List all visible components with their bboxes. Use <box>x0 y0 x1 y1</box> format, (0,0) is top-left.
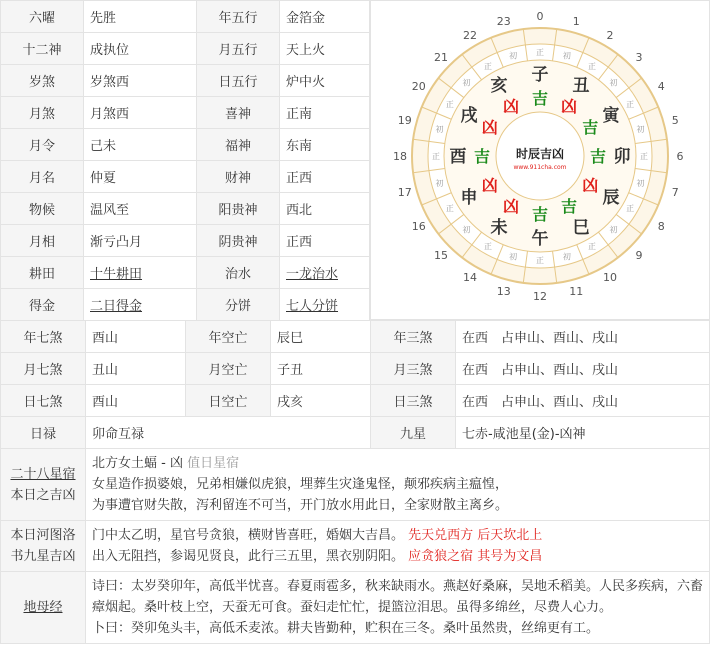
ring-label: 初 <box>435 125 444 135</box>
ring-label: 初 <box>462 225 471 235</box>
hetu-row <box>1 521 710 572</box>
sha-row <box>1 385 710 417</box>
row-label: 福神 <box>197 129 280 161</box>
hour-number: 7 <box>671 186 679 200</box>
row-value: 岁煞西 <box>84 65 197 97</box>
hour-number: 12 <box>533 290 547 303</box>
branch-label: 丑 <box>572 75 590 96</box>
fortune-mark: 凶 <box>560 96 578 116</box>
row-value <box>280 257 370 289</box>
hour-number: 23 <box>496 14 511 28</box>
ring-label: 初 <box>562 252 571 262</box>
hour-number: 1 <box>572 14 580 28</box>
row-value: 成执位 <box>84 33 197 65</box>
almanac-row <box>1 129 370 161</box>
fortune-mark: 吉 <box>589 147 607 166</box>
dial-svg <box>371 1 709 319</box>
dial-center-title: 时辰吉凶 <box>515 147 565 161</box>
row-label: 月五行 <box>197 33 280 65</box>
ring-label: 正 <box>536 48 544 57</box>
row-value: 正西 <box>280 161 370 193</box>
row-value: 正西 <box>280 225 370 257</box>
ring-label: 初 <box>636 125 645 135</box>
ring-label: 正 <box>640 152 648 161</box>
row-label: 年七煞 <box>1 321 86 353</box>
row-value: 天上火 <box>280 33 370 65</box>
row-label: 月七煞 <box>1 353 86 385</box>
hetu-value <box>86 521 710 572</box>
row-label: 治水 <box>197 257 280 289</box>
hetu-line: 门中太乙明，星官号贪狼，横财皆喜旺，婚姻大吉昌。 <box>92 528 405 543</box>
fortune-mark: 吉 <box>582 118 599 137</box>
branch-label: 亥 <box>490 75 508 96</box>
row-label: 日三煞 <box>371 385 456 417</box>
row-link[interactable]: 十牛耕田 <box>90 267 143 282</box>
row-label: 耕田 <box>1 257 84 289</box>
row-value: 子丑 <box>271 353 371 385</box>
hour-number: 4 <box>657 80 665 93</box>
branch-label: 辰 <box>602 188 620 208</box>
xiu-label-sub: 本日之吉凶 <box>10 487 76 503</box>
branch-label: 巳 <box>572 218 590 239</box>
hour-number: 17 <box>397 186 412 200</box>
ring-label: 初 <box>509 51 518 61</box>
hour-number: 20 <box>411 80 426 93</box>
row-label: 年三煞 <box>371 321 456 353</box>
row-value: 丑山 <box>86 353 186 385</box>
dial-center-url: www.911cha.com <box>513 164 567 171</box>
dimu-poem: 诗曰：太岁癸卯年，高低半忧喜。春夏雨雹多，秋来缺雨水。燕赵好桑麻，吴地禾稻美。人民多疾病，六畜瘴烟起。桑叶枝上空，天蚕无可食。蚕妇走忙忙，提篮泣泪思。虽得多绵丝，尽费人心力。 <box>92 579 704 615</box>
branch-label: 未 <box>490 218 508 239</box>
row-value: 先胜 <box>84 1 197 33</box>
row-label: 岁煞 <box>1 65 84 97</box>
hour-number: 11 <box>569 285 584 299</box>
fortune-mark: 吉 <box>531 89 549 108</box>
row-label: 日空亡 <box>186 385 271 417</box>
xiu-value <box>86 449 710 521</box>
row-value: 渐亏凸月 <box>84 225 197 257</box>
row-value: 在西 占申山、酉山、戌山 <box>456 385 710 417</box>
hetu-label-b: 书九星吉凶 <box>10 549 76 564</box>
row-label: 月三煞 <box>371 353 456 385</box>
jiuxing-label: 九星 <box>371 417 456 449</box>
almanac-row <box>1 33 370 65</box>
ring-label: 初 <box>462 78 471 88</box>
row-value: 东南 <box>280 129 370 161</box>
jiuxing-value: 七赤-咸池星(金)-凶神 <box>456 417 710 449</box>
row-value: 酉山 <box>86 321 186 353</box>
row-link[interactable]: 二日得金 <box>90 299 143 314</box>
row-label: 分饼 <box>197 289 280 321</box>
ring-label: 初 <box>609 78 618 88</box>
dimu-row <box>1 572 710 644</box>
row-value <box>84 257 197 289</box>
xiu-title: 北方女土蝠 - 凶 <box>92 456 183 471</box>
hour-number: 21 <box>434 51 449 65</box>
fortune-mark: 吉 <box>560 197 578 217</box>
ring-label: 正 <box>626 204 635 213</box>
ring-label: 初 <box>609 225 618 235</box>
almanac-row <box>1 289 370 321</box>
ring-label: 正 <box>484 242 492 252</box>
almanac-row <box>1 97 370 129</box>
row-value <box>84 289 197 321</box>
fortune-mark: 凶 <box>502 96 520 116</box>
row-value <box>280 289 370 321</box>
hetu-red: 先天兑西方 后天坎北上 <box>408 528 543 543</box>
almanac-row <box>1 225 370 257</box>
sha-row <box>1 353 710 385</box>
fortune-mark: 凶 <box>582 176 599 195</box>
row-label: 阳贵神 <box>197 193 280 225</box>
almanac-row <box>1 1 370 33</box>
row-label: 日五行 <box>197 65 280 97</box>
row-value: 在西 占申山、酉山、戌山 <box>456 353 710 385</box>
row-label: 年五行 <box>197 1 280 33</box>
hour-number: 8 <box>657 220 665 233</box>
row-label: 十二神 <box>1 33 84 65</box>
ring-label: 正 <box>588 242 596 252</box>
hour-number: 6 <box>676 150 684 163</box>
almanac-bottom-table <box>0 320 710 644</box>
dimu-divination: 卜曰：癸卯兔头丰，高低禾麦浓。耕夫皆勤种，贮积在三冬。桑叶虽然贵，丝绵更有工。 <box>92 621 600 636</box>
almanac-row <box>1 65 370 97</box>
hour-fortune-dial <box>370 0 710 320</box>
hour-number: 22 <box>463 28 477 42</box>
hour-number: 5 <box>671 113 679 127</box>
branch-label: 子 <box>531 65 549 85</box>
ring-label: 正 <box>445 204 454 213</box>
hetu-label-a: 本日河图洛 <box>10 528 76 543</box>
branch-label: 戌 <box>460 106 478 126</box>
hour-number: 16 <box>411 220 426 233</box>
row-label: 月空亡 <box>186 353 271 385</box>
hour-number: 15 <box>434 248 449 262</box>
dimu-value <box>86 572 710 644</box>
rilu-row <box>1 417 710 449</box>
hetu-label <box>1 521 86 572</box>
fortune-mark: 吉 <box>531 205 549 224</box>
row-label: 月令 <box>1 129 84 161</box>
ring-label: 正 <box>445 100 454 109</box>
row-label: 月煞 <box>1 97 84 129</box>
hour-number: 14 <box>463 271 477 285</box>
fortune-mark: 凶 <box>502 197 520 217</box>
dimu-link[interactable]: 地母经 <box>23 600 63 615</box>
branch-label: 申 <box>460 188 478 208</box>
row-label: 阴贵神 <box>197 225 280 257</box>
row-label: 六曜 <box>1 1 84 33</box>
fortune-mark: 吉 <box>473 147 491 166</box>
row-value: 酉山 <box>86 385 186 417</box>
hetu-line: 出入无阻挡，参谒见贤良，此行三五里，黑衣别阴阳。 <box>92 549 405 564</box>
branch-label: 寅 <box>602 106 620 126</box>
ring-label: 初 <box>636 178 645 188</box>
row-link[interactable]: 七人分饼 <box>286 299 339 314</box>
row-label: 日七煞 <box>1 385 86 417</box>
dimu-label <box>1 572 86 644</box>
ring-label: 正 <box>536 256 544 265</box>
row-value: 金箔金 <box>280 1 370 33</box>
almanac-row <box>1 161 370 193</box>
hour-number: 9 <box>635 248 643 262</box>
hour-number: 0 <box>536 10 544 23</box>
ring-label: 正 <box>588 61 596 71</box>
xiu-row <box>1 449 710 521</box>
hour-number: 13 <box>496 285 511 299</box>
row-label: 物候 <box>1 193 84 225</box>
branch-label: 午 <box>531 229 549 249</box>
hetu-red: 应贪狼之宿 其号为文昌 <box>408 549 543 564</box>
branch-label: 卯 <box>613 147 631 167</box>
xiu-subtitle: 值日星宿 <box>187 456 240 471</box>
hour-number: 10 <box>603 271 617 285</box>
row-value: 温风至 <box>84 193 197 225</box>
row-value: 戌亥 <box>271 385 371 417</box>
fortune-mark: 凶 <box>481 118 498 137</box>
row-value: 炉中火 <box>280 65 370 97</box>
row-label: 喜神 <box>197 97 280 129</box>
sha-row <box>1 321 710 353</box>
row-label: 财神 <box>197 161 280 193</box>
xiu-label-link[interactable]: 二十八星宿 <box>10 466 76 482</box>
row-value: 仲夏 <box>84 161 197 193</box>
ring-label: 初 <box>509 252 518 262</box>
row-label: 月名 <box>1 161 84 193</box>
fortune-mark: 凶 <box>481 176 498 195</box>
hour-number: 18 <box>393 150 407 163</box>
row-label: 年空亡 <box>186 321 271 353</box>
almanac-row <box>1 257 370 289</box>
xiu-label <box>1 449 86 521</box>
row-value: 辰巳 <box>271 321 371 353</box>
hour-number: 2 <box>606 28 614 42</box>
row-value: 己未 <box>84 129 197 161</box>
almanac-row <box>1 193 370 225</box>
row-label: 得金 <box>1 289 84 321</box>
row-link[interactable]: 一龙治水 <box>286 267 339 282</box>
rilu-value: 卯命互禄 <box>86 417 371 449</box>
row-value: 正南 <box>280 97 370 129</box>
row-value: 在西 占申山、酉山、戌山 <box>456 321 710 353</box>
row-value: 月煞西 <box>84 97 197 129</box>
almanac-top-table <box>0 0 370 321</box>
rilu-label: 日禄 <box>1 417 86 449</box>
branch-label: 酉 <box>449 147 467 167</box>
row-value: 西北 <box>280 193 370 225</box>
ring-label: 正 <box>626 100 635 109</box>
ring-label: 正 <box>484 61 492 71</box>
xiu-line: 女星造作损婆娘，兄弟相嫌似虎狼，埋葬生灾逢鬼怪，颠邪疾病主瘟惶， <box>92 477 509 492</box>
ring-label: 正 <box>432 152 440 161</box>
hour-number: 3 <box>635 51 643 65</box>
hour-number: 19 <box>397 113 412 127</box>
ring-label: 初 <box>435 178 444 188</box>
xiu-line: 为事遭官财失散，泻利留连不可当，开门放水用此日，全家财散主离乡。 <box>92 498 509 513</box>
row-label: 月相 <box>1 225 84 257</box>
ring-label: 初 <box>562 51 571 61</box>
